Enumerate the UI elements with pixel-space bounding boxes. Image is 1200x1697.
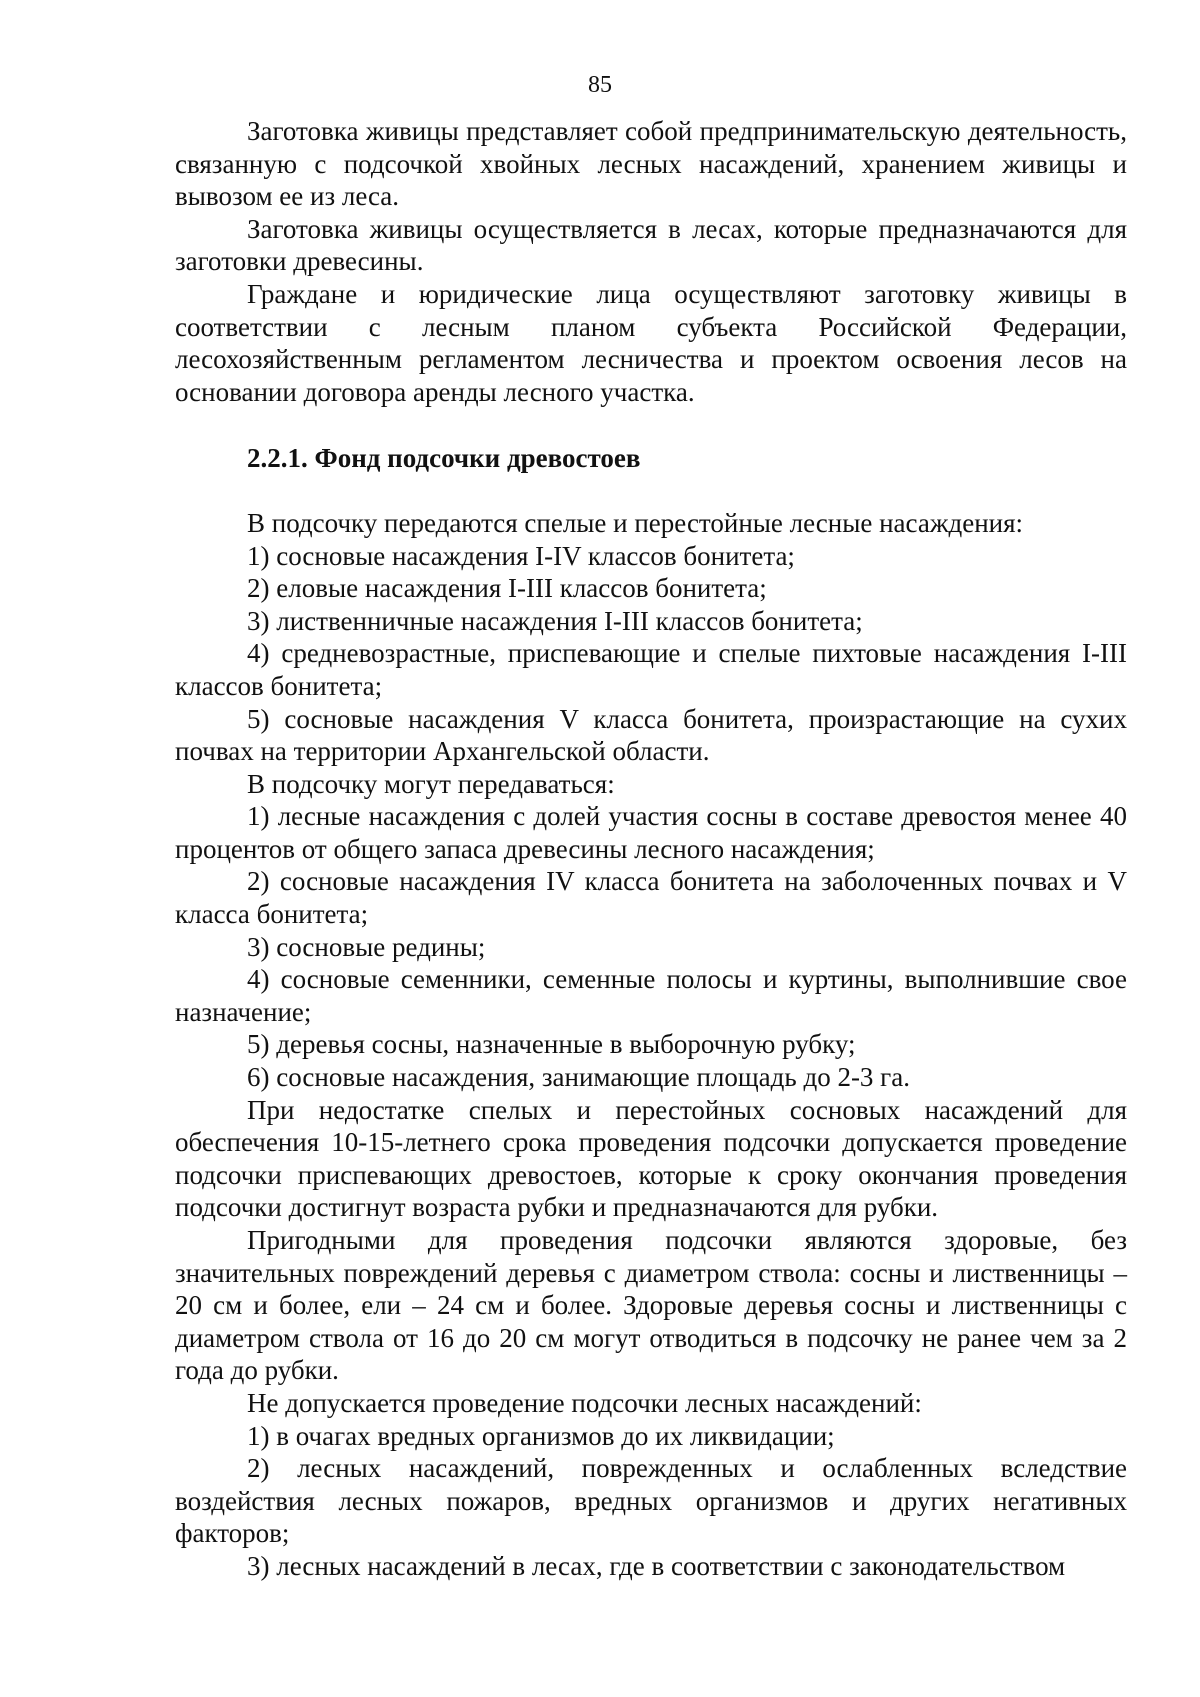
list-item: 2) еловые насаждения I-III классов бонитета; <box>247 573 767 604</box>
section-heading: 2.2.1. Фонд подсочки древостоев <box>247 443 641 474</box>
list-item: 3) сосновые редины; <box>247 931 486 962</box>
list-item: 4) сосновые семенники, семенные полосы и куртины, выполнившие свое назначение; <box>175 964 1127 1027</box>
paragraph: Не допускается проведение подсочки лесных насаждений: <box>247 1387 922 1418</box>
list-item: 4) средневозрастные, приспевающие и спелые пихтовые насаждения I-III классов бонитета; <box>175 638 1127 701</box>
document-body <box>175 115 1127 1583</box>
list-item: 3) лиственничные насаждения I-III классов бонитета; <box>247 605 863 636</box>
paragraph: Граждане и юридические лица осуществляют заготовку живицы в соответствии с лесным планом субъекта Российской Федерации, лесохозяйственным регламентом лесничества и проектом освоения лесов на основании договора аренды лесного участка. <box>175 278 1127 407</box>
list-item: 2) лесных насаждений, поврежденных и ослабленных вследствие воздействия лесных пожаров, вредных организмов и других негативных факторов; <box>175 1453 1127 1549</box>
paragraph: При недостатке спелых и перестойных сосновых насаждений для обеспечения 10-15-летнего срока проведения подсочки допускается проведение подсочки приспевающих древостоев, которые к сроку окончания проведения подсочки достигнут возраста рубки и предназначаются для рубки. <box>175 1094 1127 1223</box>
paragraph: Пригодными для проведения подсочки являются здоровые, без значительных повреждений деревья с диаметром ствола: сосны и лиственницы – 20 см и более, ели – 24 см и более. Здоровые деревья сосны и лиственницы с диаметром ствола от 16 до 20 см могут отводиться в подсочку не ранее чем за 2 года до рубки. <box>175 1225 1127 1386</box>
list-item: 1) лесные насаждения с долей участия сосны в составе древостоя менее 40 процентов от общего запаса древесины лесного насаждения; <box>175 801 1127 864</box>
paragraph: Заготовка живицы представляет собой предпринимательскую деятельность, связанную с подсочкой хвойных лесных насаждений, хранением живицы и вывозом ее из леса. <box>175 116 1127 212</box>
list-item: 3) лесных насаждений в лесах, где в соответствии с законодательством <box>247 1550 1066 1581</box>
paragraph: В подсочку могут передаваться: <box>247 768 615 799</box>
page-number: 85 <box>588 72 612 98</box>
paragraph: В подсочку передаются спелые и перестойные лесные насаждения: <box>247 507 1024 538</box>
paragraph: Заготовка живицы осуществляется в лесах, которые предназначаются для заготовки древесины. <box>175 213 1127 277</box>
list-item: 2) сосновые насаждения IV класса бонитета на заболоченных почвах и V класса бонитета; <box>175 866 1127 930</box>
list-item: 6) сосновые насаждения, занимающие площадь до 2-3 га. <box>247 1062 910 1093</box>
list-item: 5) сосновые насаждения V класса бонитета, произрастающие на сухих почвах на территории Архангельской области. <box>175 703 1127 767</box>
list-item: 5) деревья сосны, назначенные в выборочную рубку; <box>247 1029 856 1060</box>
list-item: 1) в очагах вредных организмов до их ликвидации; <box>247 1420 835 1451</box>
list-item: 1) сосновые насаждения I-IV классов бонитета; <box>247 540 795 571</box>
